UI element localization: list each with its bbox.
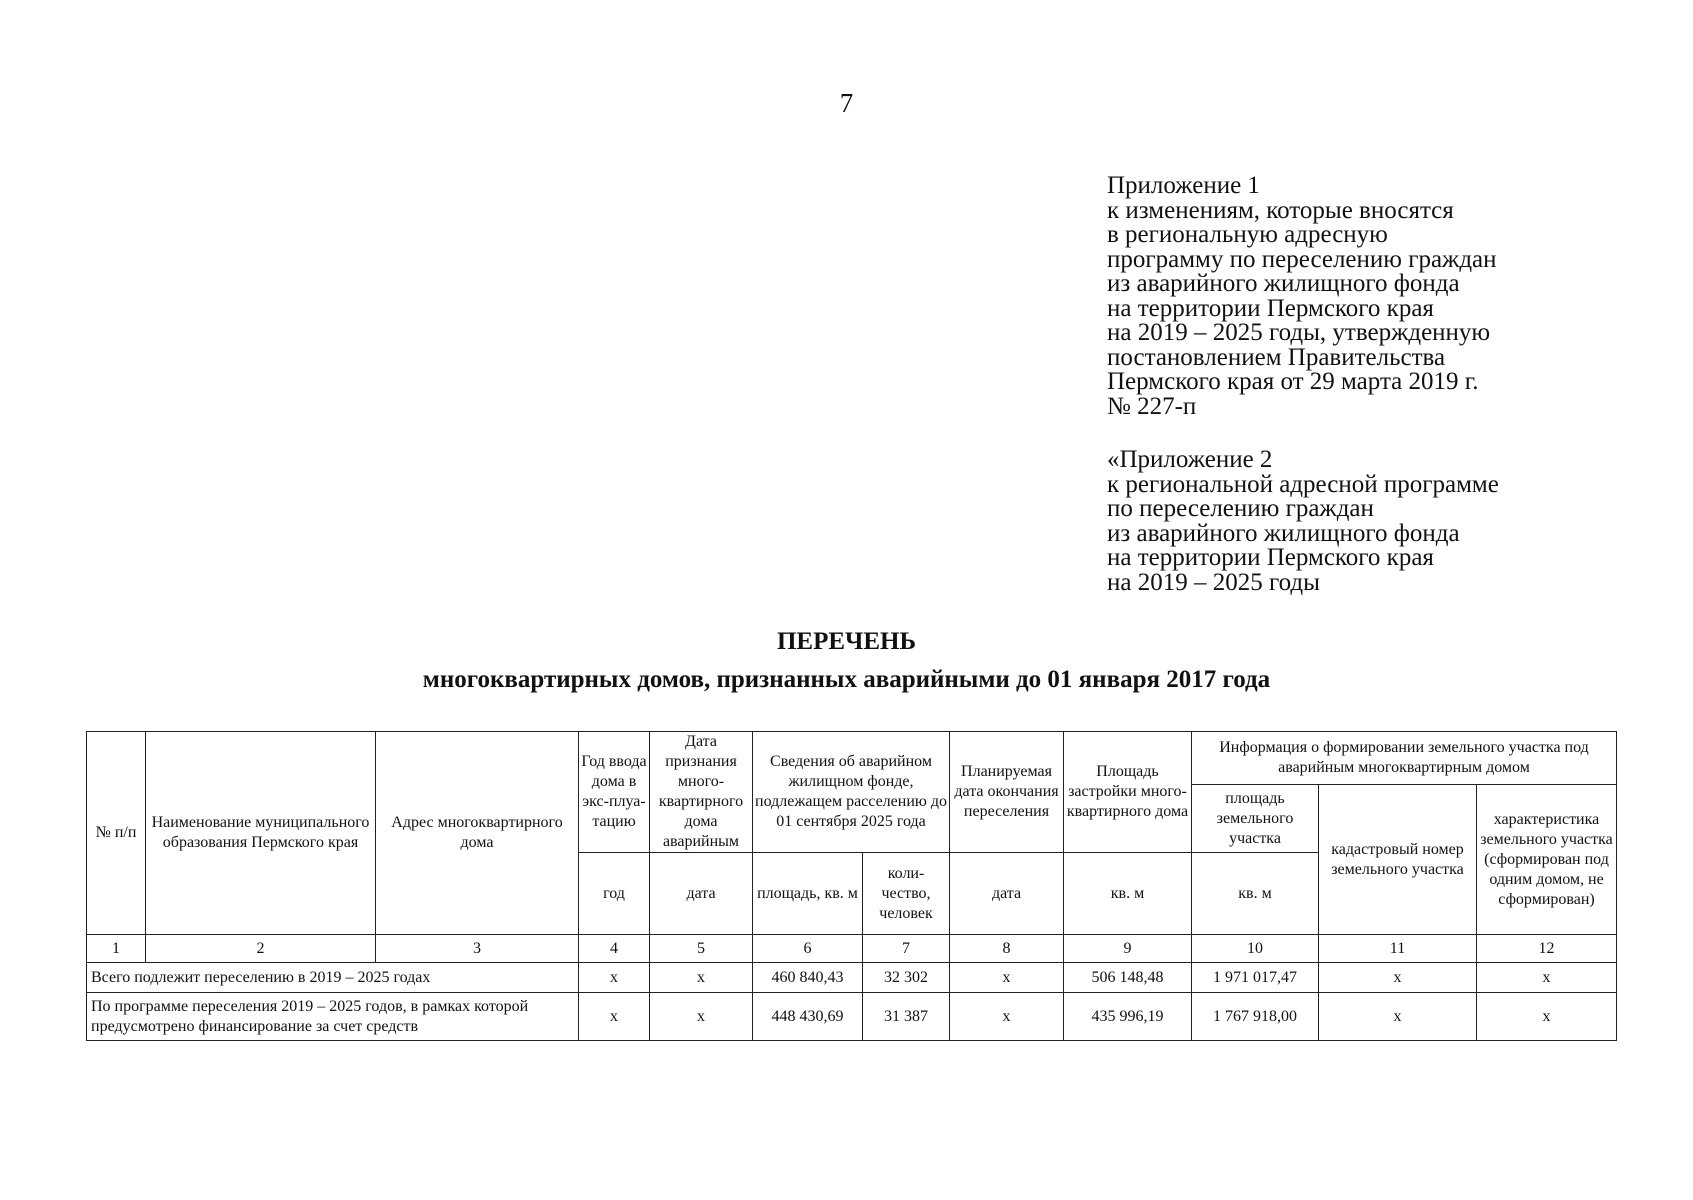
column-number: 1	[87, 935, 146, 963]
cell-building-area: 506 148,48	[1064, 963, 1192, 993]
document-subtitle: многоквартирных домов, признанных аварийными до 01 января 2017 года	[422, 666, 1271, 693]
column-number: 2	[146, 935, 376, 963]
column-number: 6	[753, 935, 863, 963]
unit-sqm: кв. м	[1064, 853, 1192, 935]
header-cadastral: кадастровый номер земельного участка	[1319, 785, 1477, 935]
appendix-2-line: на 2019 – 2025 годы	[1107, 568, 1320, 596]
appendix-1-line: на 2019 – 2025 годы, утвержденную	[1107, 319, 1491, 346]
appendix-2-line: к региональной адресной программе	[1107, 470, 1499, 498]
header-planned-date: Планируемая дата окончания переселения	[950, 732, 1064, 853]
appendix-1-line: Пермского края от 29 марта 2019 г.	[1107, 368, 1479, 395]
column-number: 12	[1477, 935, 1617, 963]
column-number: 10	[1192, 935, 1319, 963]
header-date-emergency: Дата признания много-квартирного дома аварийным	[650, 732, 753, 853]
header-municipality: Наименование муниципального образования Пермского края	[146, 732, 376, 935]
header-emergency-info: Сведения об аварийном жилищном фонде, подлежащем расселению до 01 сентября 2025 года	[753, 732, 950, 853]
cell-plan-date: х	[950, 993, 1064, 1041]
houses-table	[86, 731, 1617, 1041]
cell-date: х	[650, 993, 753, 1041]
table-row	[87, 963, 1617, 993]
header-num: № п/п	[87, 732, 146, 935]
unit-year: год	[579, 853, 650, 935]
header-year-built: Год ввода дома в экс-плуа-тацию	[579, 732, 650, 853]
appendix-1-line: постановлением Правительства	[1107, 343, 1446, 371]
column-number: 11	[1319, 935, 1477, 963]
cell-cadastral: х	[1319, 993, 1477, 1041]
column-number: 7	[863, 935, 950, 963]
appendix-1-line: на территории Пермского края	[1107, 294, 1434, 322]
header-address: Адрес многоквартирного дома	[376, 732, 579, 935]
row-label: Всего подлежит переселению в 2019 – 2025 годах	[87, 963, 579, 993]
unit-count: коли-чество, человек	[863, 853, 950, 935]
cell-cadastral: х	[1319, 963, 1477, 993]
appendix-1-line: в региональную адресную	[1107, 221, 1388, 248]
column-number: 8	[950, 935, 1064, 963]
cell-land-area: 1 767 918,00	[1192, 993, 1319, 1041]
appendix-2-line: из аварийного жилищного фонда	[1107, 519, 1460, 547]
cell-land-char: х	[1477, 963, 1617, 993]
cell-building-area: 435 996,19	[1064, 993, 1192, 1041]
appendix-2-line: на территории Пермского края	[1107, 544, 1434, 571]
header-land-info: Информация о формировании земельного участка под аварийным многоквартирным домом	[1192, 732, 1617, 785]
appendix-1-line: Приложение 1	[1107, 172, 1260, 199]
column-number: 9	[1064, 935, 1192, 963]
cell-people: 31 387	[863, 993, 950, 1041]
appendix-1-line: из аварийного жилищного фонда	[1107, 270, 1460, 297]
cell-land-area: 1 971 017,47	[1192, 963, 1319, 993]
cell-date: х	[650, 963, 753, 993]
appendix-2-block	[1107, 448, 1587, 595]
row-label: По программе переселения 2019 – 2025 годов, в рамках которой предусмотрено финансирование за счет средств	[87, 993, 579, 1041]
unit-date: дата	[650, 853, 753, 935]
cell-year: х	[579, 993, 650, 1041]
header-land-area: площадь земельного участка	[1192, 785, 1319, 853]
appendix-2-line: «Приложение 2	[1107, 446, 1273, 473]
appendix-1-line: № 227-п	[1107, 392, 1197, 420]
cell-land-char: х	[1477, 993, 1617, 1041]
unit-area: площадь, кв. м	[753, 853, 863, 935]
column-number: 5	[650, 935, 753, 963]
unit-land-sqm: кв. м	[1192, 853, 1319, 935]
column-number: 4	[579, 935, 650, 963]
cell-plan-date: х	[950, 963, 1064, 993]
appendix-1-block	[1107, 174, 1587, 419]
unit-plan-date: дата	[950, 853, 1064, 935]
cell-people: 32 302	[863, 963, 950, 993]
header-land-char: характеристика земельного участка (сформирован под одним домом, не сформирован)	[1477, 785, 1617, 935]
cell-area: 460 840,43	[753, 963, 863, 993]
cell-year: х	[579, 963, 650, 993]
column-number: 3	[376, 935, 579, 963]
page-number: 7	[839, 88, 854, 118]
appendix-1-line: к изменениям, которые вносятся	[1107, 196, 1454, 224]
appendix-1-line: программу по переселению граждан	[1107, 245, 1497, 273]
document-title: ПЕРЕЧЕНЬ	[776, 628, 917, 655]
appendix-2-line: по переселению граждан	[1107, 495, 1374, 522]
table-row	[87, 993, 1617, 1041]
cell-area: 448 430,69	[753, 993, 863, 1041]
header-building-area: Площадь застройки много-квартирного дома	[1064, 732, 1192, 853]
